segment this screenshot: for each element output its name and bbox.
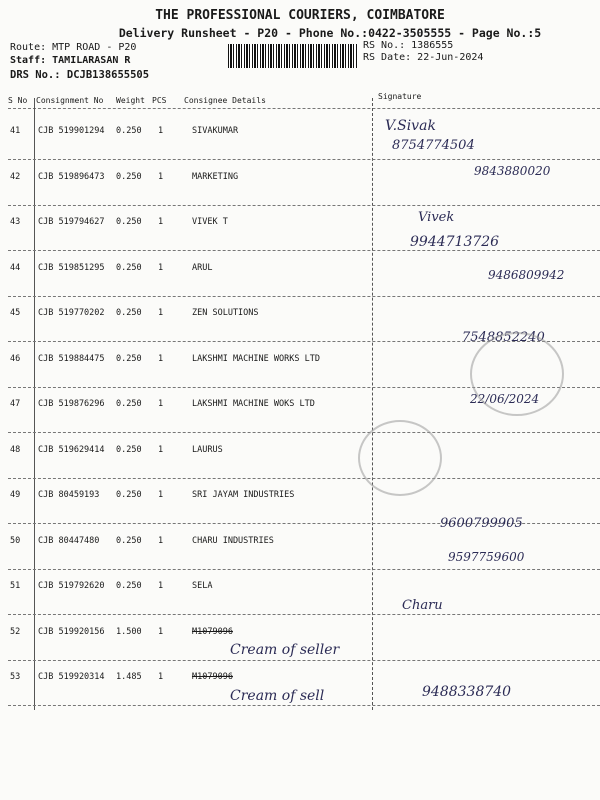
- cell-consignment: CJB 519629414: [38, 445, 105, 455]
- drs-number: DRS No.: DCJB138655505: [10, 69, 150, 81]
- table-row: [0, 217, 600, 257]
- runsheet-subtitle: Delivery Runsheet - P20 - Phone No.:0422-3505555 - Page No.:5: [118, 26, 542, 40]
- table-row: [0, 581, 600, 621]
- cell-weight: 0.250: [116, 399, 142, 409]
- signature-43a: Vivek: [418, 210, 455, 225]
- row-divider: [8, 296, 600, 297]
- cell-sno: 48: [10, 445, 21, 455]
- cell-sno: 50: [10, 536, 21, 546]
- cell-consignee: CHARU INDUSTRIES: [192, 536, 274, 546]
- barcode: [228, 44, 358, 68]
- cell-pcs: 1: [158, 126, 164, 136]
- cell-pcs: 1: [158, 217, 164, 227]
- signature-47: 22/06/2024: [470, 392, 540, 406]
- cell-consignment: CJB 519920314: [38, 672, 105, 682]
- note-53: Cream of sell: [230, 688, 325, 704]
- cell-pcs: 1: [158, 581, 164, 591]
- cell-consignment: CJB 80459193: [38, 490, 100, 500]
- cell-weight: 0.250: [116, 308, 142, 318]
- cell-weight: 0.250: [116, 217, 142, 227]
- cell-sno: 51: [10, 581, 21, 591]
- cell-consignment: CJB 519876296: [38, 399, 105, 409]
- cell-sno: 41: [10, 126, 21, 136]
- signature-41b: 8754774504: [392, 138, 475, 153]
- col-signature-header: Signature: [378, 92, 422, 101]
- company-stamp: [470, 332, 564, 416]
- cell-sno: 42: [10, 172, 21, 182]
- cell-sno: 53: [10, 672, 21, 682]
- row-divider: [8, 205, 600, 206]
- cell-consignee: SELA: [192, 581, 213, 591]
- cell-pcs: 1: [158, 399, 164, 409]
- col-consignment-header: Consignment No: [36, 96, 104, 105]
- cell-consignee: ZEN SOLUTIONS: [192, 308, 259, 318]
- cell-sno: 49: [10, 490, 21, 500]
- note-52: Cream of seller: [230, 642, 340, 658]
- cell-pcs: 1: [158, 263, 164, 273]
- row-divider: [8, 705, 600, 706]
- cell-pcs: 1: [158, 308, 164, 318]
- staff-label: Staff: TAMILARASAN R: [10, 55, 131, 66]
- col-weight-header: Weight: [116, 96, 145, 105]
- row-divider: [8, 614, 600, 615]
- cell-weight: 0.250: [116, 445, 142, 455]
- row-divider: [8, 660, 600, 661]
- cell-sno: 45: [10, 308, 21, 318]
- cell-weight: 0.250: [116, 172, 142, 182]
- signature-45: 7548852240: [462, 330, 545, 345]
- signature-51: Charu: [402, 598, 443, 613]
- header-divider: [8, 108, 600, 109]
- row-divider: [8, 432, 600, 433]
- col-consignee-header: Consignee Details: [184, 96, 266, 105]
- cell-weight: 0.250: [116, 581, 142, 591]
- cell-pcs: 1: [158, 445, 164, 455]
- table-row: [0, 445, 600, 485]
- cell-sno: 52: [10, 627, 21, 637]
- signature-41a: V.Sivak: [385, 118, 436, 134]
- cell-sno: 43: [10, 217, 21, 227]
- cell-pcs: 1: [158, 536, 164, 546]
- row-divider: [8, 569, 600, 570]
- col-pcs-header: PCS: [152, 96, 167, 105]
- row-divider: [8, 250, 600, 251]
- signature-53: 9488338740: [422, 684, 512, 700]
- cell-consignee: ARUL: [192, 263, 213, 273]
- cell-weight: 0.250: [116, 354, 142, 364]
- cell-pcs: 1: [158, 172, 164, 182]
- cell-pcs: 1: [158, 354, 164, 364]
- cell-weight: 0.250: [116, 490, 142, 500]
- company-stamp: [358, 420, 442, 496]
- col-sno-header: S No: [8, 96, 28, 105]
- cell-sno: 44: [10, 263, 21, 273]
- signature-43b: 9944713726: [410, 234, 500, 250]
- cell-consignee: LAURUS: [192, 445, 223, 455]
- cell-consignee: LAKSHMI MACHINE WORKS LTD: [192, 354, 320, 364]
- cell-weight: 1.485: [116, 672, 142, 682]
- cell-weight: 0.250: [116, 126, 142, 136]
- rs-date: RS Date: 22-Jun-2024: [363, 52, 484, 63]
- cell-consignment: CJB 519792620: [38, 581, 105, 591]
- cell-consignee: SIVAKUMAR: [192, 126, 239, 136]
- cell-consignment: CJB 519901294: [38, 126, 105, 136]
- row-divider: [8, 478, 600, 479]
- signature-42: 9843880020: [474, 164, 551, 178]
- cell-consignment: CJB 519851295: [38, 263, 105, 273]
- table-row: [0, 172, 600, 212]
- cell-consignment: CJB 519896473: [38, 172, 105, 182]
- cell-consignee: M1079096: [192, 627, 233, 637]
- cell-consignment: CJB 519884475: [38, 354, 105, 364]
- signature-44: 9486809942: [488, 268, 565, 282]
- signature-49: 9600799905: [440, 516, 523, 531]
- cell-sno: 46: [10, 354, 21, 364]
- cell-weight: 0.250: [116, 263, 142, 273]
- cell-consignee: MARKETING: [192, 172, 239, 182]
- cell-sno: 47: [10, 399, 21, 409]
- table-row: [0, 126, 600, 166]
- cell-consignee: SRI JAYAM INDUSTRIES: [192, 490, 295, 500]
- cell-consignment: CJB 80447480: [38, 536, 100, 546]
- cell-pcs: 1: [158, 627, 164, 637]
- route-label: Route: MTP ROAD - P20: [10, 42, 137, 53]
- cell-pcs: 1: [158, 490, 164, 500]
- cell-consignee: M1079096: [192, 672, 233, 682]
- rs-number: RS No.: 1386555: [363, 40, 454, 51]
- cell-consignment: CJB 519920156: [38, 627, 105, 637]
- cell-consignee: LAKSHMI MACHINE WOKS LTD: [192, 399, 315, 409]
- cell-consignment: CJB 519770202: [38, 308, 105, 318]
- cell-consignee: VIVEK T: [192, 217, 228, 227]
- cell-weight: 1.500: [116, 627, 142, 637]
- signature-50: 9597759600: [448, 550, 525, 564]
- company-title: THE PROFESSIONAL COURIERS, COIMBATORE: [155, 8, 445, 23]
- cell-weight: 0.250: [116, 536, 142, 546]
- row-divider: [8, 159, 600, 160]
- cell-consignment: CJB 519794627: [38, 217, 105, 227]
- cell-pcs: 1: [158, 672, 164, 682]
